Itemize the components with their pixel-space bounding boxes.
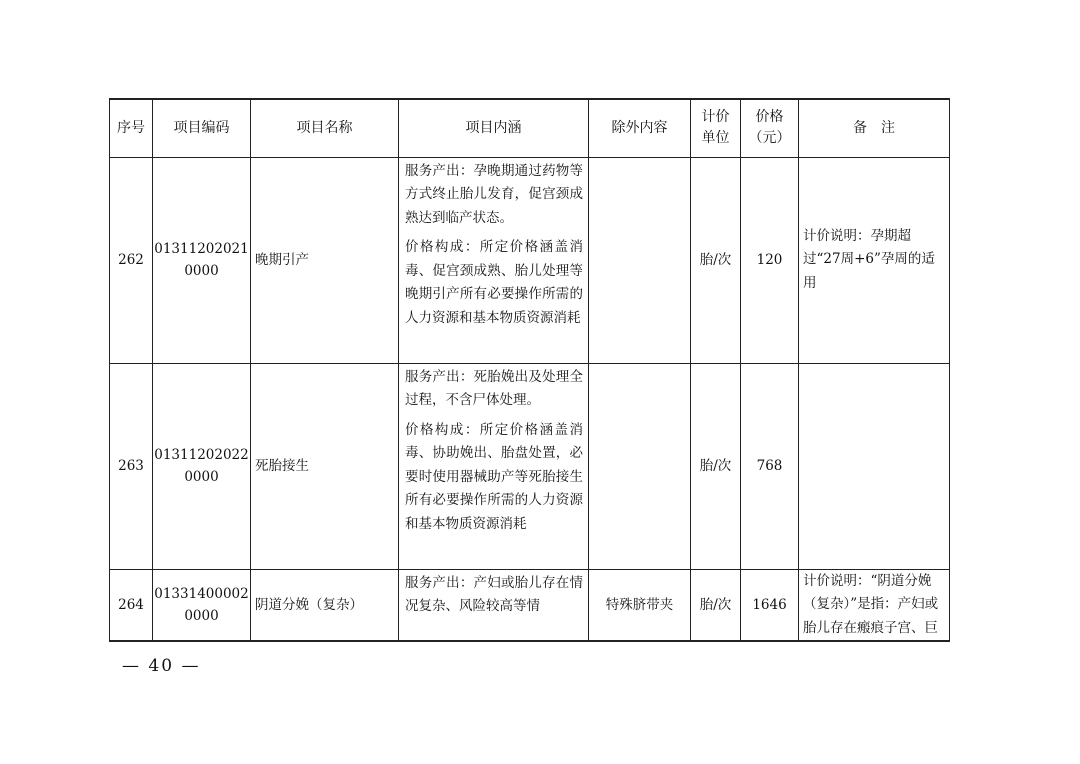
row-content <box>399 363 589 569</box>
row-price: 1646 <box>741 569 799 641</box>
row-content-output: 服务产出：产妇或胎儿存在情况复杂、风险较高等情 <box>405 574 583 614</box>
table-header-row <box>110 99 950 157</box>
row-code <box>153 363 251 569</box>
header-seq: 序号 <box>110 99 153 157</box>
header-unit <box>691 99 741 157</box>
header-content: 项目内涵 <box>399 99 589 157</box>
row-code <box>153 569 251 641</box>
table-row <box>110 363 950 569</box>
row-code-line1: 01331400002 <box>154 585 249 602</box>
row-name: 死胎接生 <box>251 363 399 569</box>
header-remark: 备 注 <box>799 99 950 157</box>
header-price-line1: 价格 <box>755 109 784 126</box>
row-name: 晚期引产 <box>251 157 399 363</box>
header-price-line2: （元） <box>748 130 791 147</box>
header-name: 项目名称 <box>251 99 399 157</box>
row-remark: 计价说明：“阴道分娩（复杂）”是指：产妇或胎儿存在瘢痕子宫、巨 <box>799 569 950 641</box>
row-seq: 264 <box>110 569 153 641</box>
row-content-output: 服务产出：孕晚期通过药物等方式终止胎儿发育，促宫颈成熟达到临产状态。 <box>405 162 583 226</box>
row-name: 阴道分娩（复杂） <box>251 569 399 641</box>
page-number: — 40 — <box>122 656 201 676</box>
row-exclusion: 特殊脐带夹 <box>589 569 691 641</box>
row-code-line2: 0000 <box>184 469 219 485</box>
row-remark <box>799 363 950 569</box>
header-price <box>741 99 799 157</box>
row-code-line1: 01311202022 <box>154 447 249 463</box>
header-exclusion: 除外内容 <box>589 99 691 157</box>
row-exclusion <box>589 363 691 569</box>
row-seq: 263 <box>110 363 153 569</box>
header-unit-line2: 单位 <box>701 130 730 147</box>
row-content-output: 服务产出：死胎娩出及处理全过程，不含尸体处理。 <box>405 368 583 408</box>
row-content-price: 价格构成：所定价格涵盖消毒、协助娩出、胎盘处置，必要时使用器械助产等死胎接生所有必要操作所需的人力资源和基本物质资源消耗 <box>405 421 583 532</box>
header-code: 项目编码 <box>153 99 251 157</box>
row-price: 768 <box>741 363 799 569</box>
row-price: 120 <box>741 157 799 363</box>
row-exclusion <box>589 157 691 363</box>
table-row <box>110 569 950 641</box>
row-code <box>153 157 251 363</box>
row-remark: 计价说明：孕期超过“27周+6”孕周的适用 <box>799 157 950 363</box>
header-unit-line1: 计价 <box>701 109 730 126</box>
row-code-line1: 01311202021 <box>154 241 249 257</box>
row-code-line2: 0000 <box>184 263 219 279</box>
row-unit: 胎/次 <box>691 363 741 569</box>
price-table <box>109 98 950 642</box>
row-unit: 胎/次 <box>691 569 741 641</box>
row-code-line2: 0000 <box>184 607 219 624</box>
row-content <box>399 569 589 641</box>
row-content <box>399 157 589 363</box>
row-unit: 胎/次 <box>691 157 741 363</box>
table-row <box>110 157 950 363</box>
row-seq: 262 <box>110 157 153 363</box>
row-content-price: 价格构成：所定价格涵盖消毒、促宫颈成熟、胎儿处理等晚期引产所有必要操作所需的人力资源和基本物质资源消耗 <box>405 239 583 326</box>
